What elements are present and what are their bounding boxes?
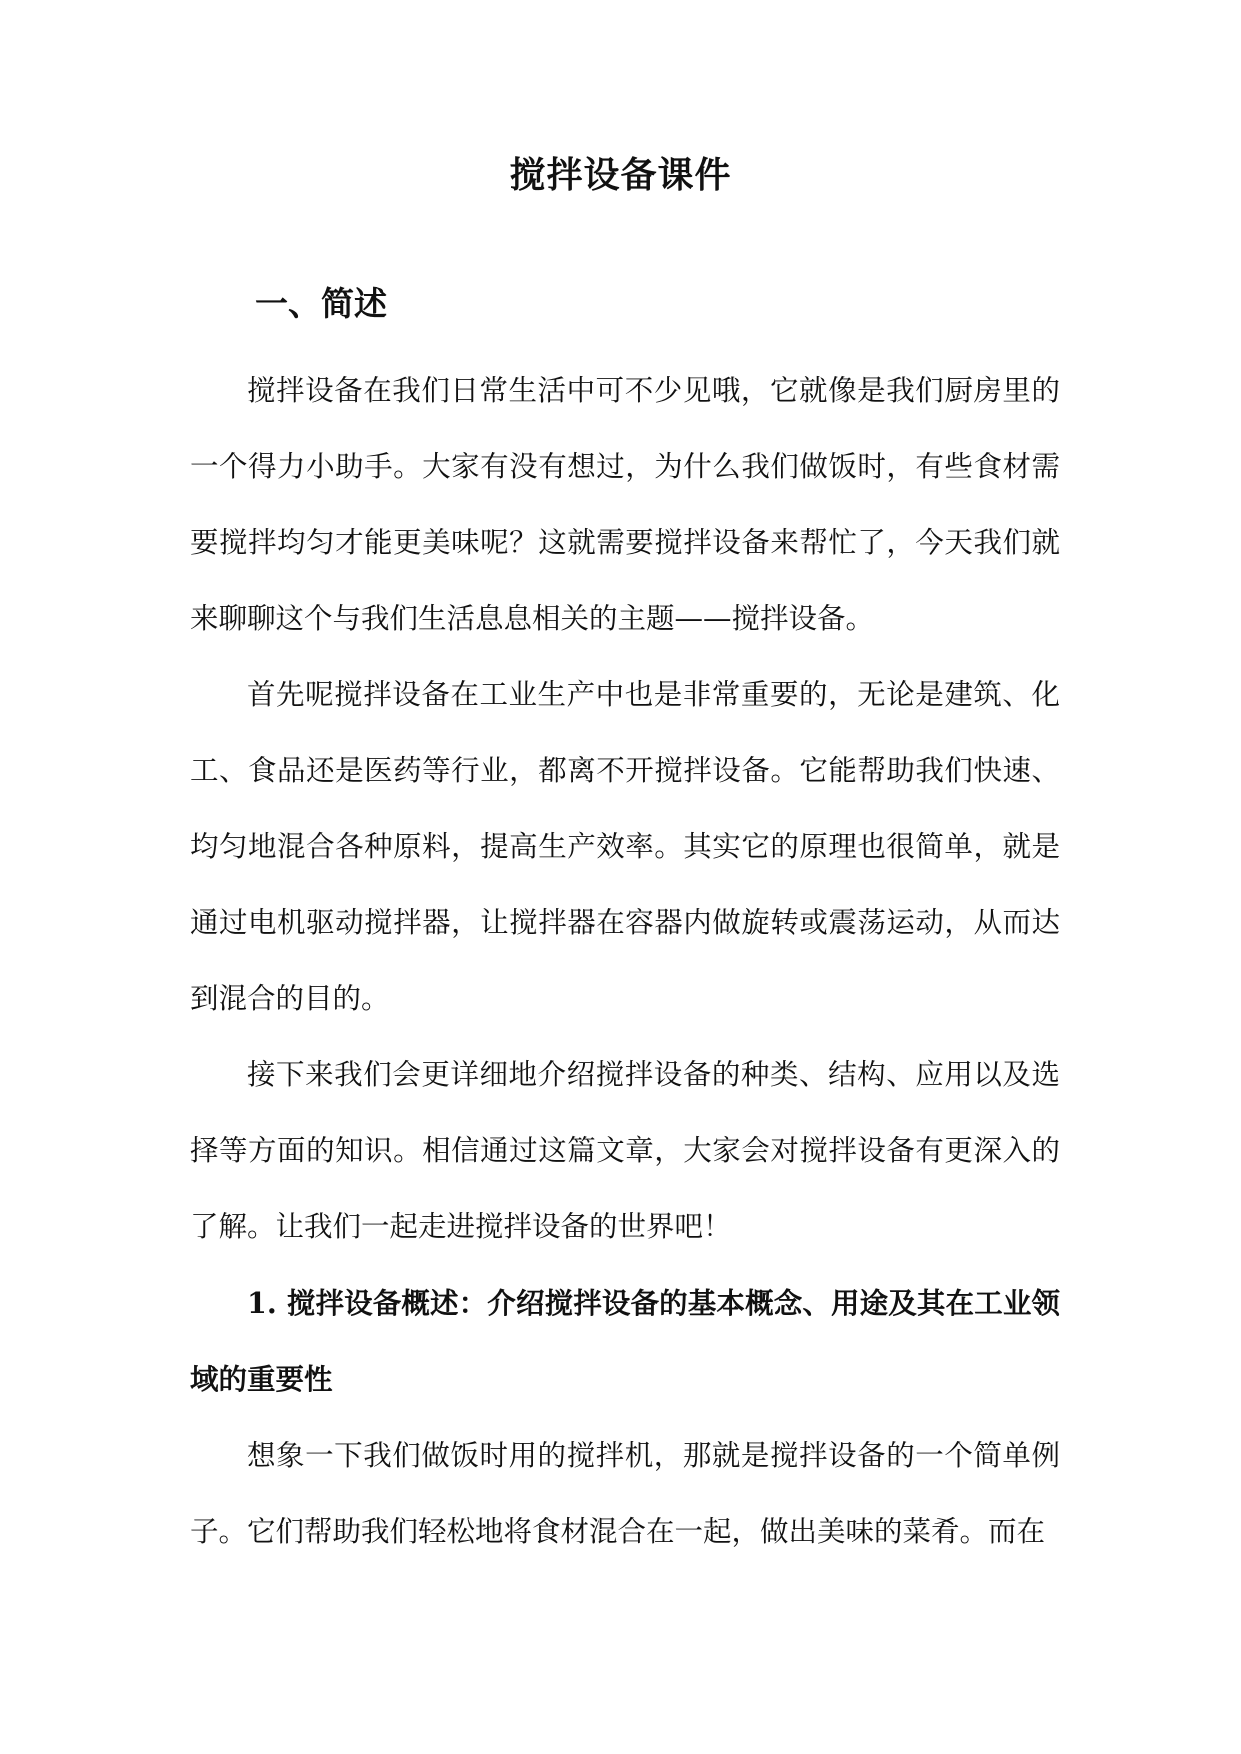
paragraph: 想象一下我们做饭时用的搅拌机，那就是搅拌设备的一个简单例子。它们帮助我们轻松地将食材混合在一起，做出美味的菜肴。而在 — [190, 1439, 1060, 1548]
paragraph: 接下来我们会更详细地介绍搅拌设备的种类、结构、应用以及选择等方面的知识。相信通过这篇文章，大家会对搅拌设备有更深入的了解。让我们一起走进搅拌设备的世界吧！ — [190, 1058, 1060, 1243]
subsection-heading: 1. 搅拌设备概述：介绍搅拌设备的基本概念、用途及其在工业领域的重要性 — [190, 1286, 1060, 1396]
paragraph: 首先呢搅拌设备在工业生产中也是非常重要的，无论是建筑、化工、食品还是医药等行业，都离不开搅拌设备。它能帮助我们快速、均匀地混合各种原料，提高生产效率。其实它的原理也很简单，就是通过电机驱动搅拌器，让搅拌器在容器内做旋转或震荡运动，从而达到混合的目的。 — [190, 678, 1060, 1015]
paragraph: 搅拌设备在我们日常生活中可不少见哦，它就像是我们厨房里的一个得力小助手。大家有没有想过，为什么我们做饭时，有些食材需要搅拌均匀才能更美味呢？这就需要搅拌设备来帮忙了，今天我们就来聊聊这个与我们生活息息相关的主题——搅拌设备。 — [190, 374, 1060, 635]
document-title: 搅拌设备课件 — [509, 154, 732, 196]
section-heading: 一、简述 — [255, 284, 387, 323]
